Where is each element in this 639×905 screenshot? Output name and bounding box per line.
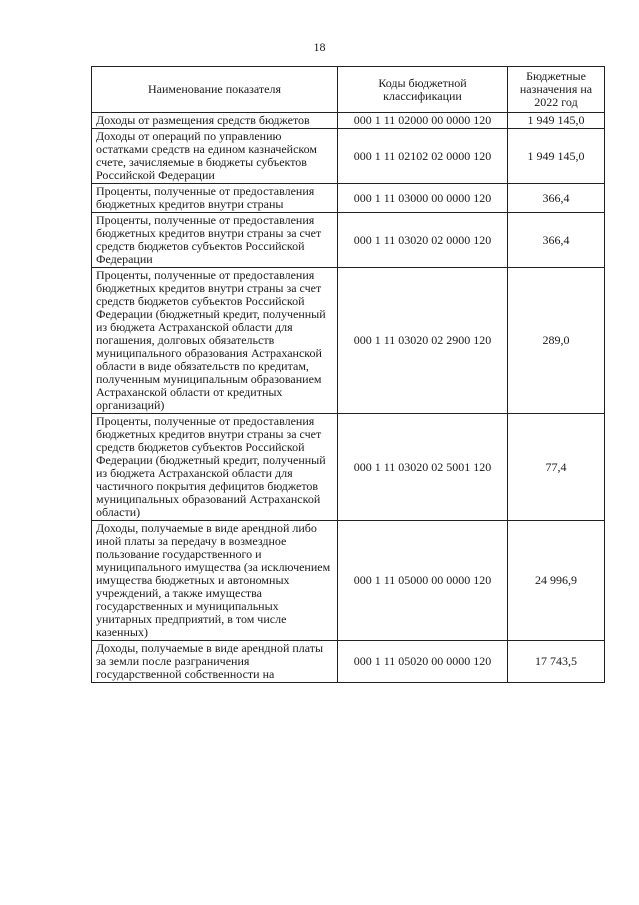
row-amount: 77,4 [508,414,605,521]
row-amount: 17 743,5 [508,641,605,683]
header-code: Коды бюджетной классификации [338,67,508,113]
table-row [92,113,605,129]
row-amount: 366,4 [508,213,605,268]
row-code: 000 1 11 02102 02 0000 120 [338,129,508,184]
row-name: Проценты, полученные от предоставления бюджетных кредитов внутри страны [92,184,338,213]
row-name: Доходы, получаемые в виде арендной платы за земли после разграничения государственной собственности на [92,641,338,683]
row-amount: 1 949 145,0 [508,113,605,129]
row-name: Доходы, получаемые в виде арендной либо иной платы за передачу в возмездное пользование государственного и муниципального имущества (за исключением имущества бюджетных и автономных учреждений, а также имущества государственных и муниципальных унитарных предприятий, в том числе казенных) [92,521,338,641]
row-code: 000 1 11 03020 02 0000 120 [338,213,508,268]
row-code: 000 1 11 05020 00 0000 120 [338,641,508,683]
row-name: Проценты, полученные от предоставления бюджетных кредитов внутри страны за счет средств бюджетов субъектов Российской Федерации (бюджетный кредит, полученный из бюджета Астраханской области для частичного покрытия дефицитов бюджетов муниципальных образований Астраханской области) [92,414,338,521]
table-header-row [92,67,605,113]
header-name: Наименование показателя [92,67,338,113]
row-code: 000 1 11 03020 02 5001 120 [338,414,508,521]
row-name: Проценты, полученные от предоставления бюджетных кредитов внутри страны за счет средств бюджетов субъектов Российской Федерации (бюджетный кредит, полученный из бюджета Астраханской области для погашения, долговых обязательств муниципального образования Астраханской области в виде обязательств по кредитам, полученным муниципальным образованием Астраханской области от кредитных организаций) [92,268,338,414]
row-code: 000 1 11 03000 00 0000 120 [338,184,508,213]
page-number: 18 [313,40,326,54]
row-amount: 24 996,9 [508,521,605,641]
table-row [92,521,605,641]
row-name: Проценты, полученные от предоставления бюджетных кредитов внутри страны за счет средств бюджетов субъектов Российской Федерации [92,213,338,268]
table-row [92,129,605,184]
header-amount: Бюджетные назначения на 2022 год [508,67,605,113]
row-code: 000 1 11 05000 00 0000 120 [338,521,508,641]
row-code: 000 1 11 03020 02 2900 120 [338,268,508,414]
row-amount: 366,4 [508,184,605,213]
row-code: 000 1 11 02000 00 0000 120 [338,113,508,129]
budget-table [91,66,605,683]
table-row [92,268,605,414]
row-amount: 289,0 [508,268,605,414]
row-name: Доходы от размещения средств бюджетов [92,113,338,129]
table-row [92,184,605,213]
table-row [92,213,605,268]
row-amount: 1 949 145,0 [508,129,605,184]
table-row [92,641,605,683]
table-row [92,414,605,521]
row-name: Доходы от операций по управлению остатками средств на едином казначейском счете, зачисляемые в бюджеты субъектов Российской Федерации [92,129,338,184]
